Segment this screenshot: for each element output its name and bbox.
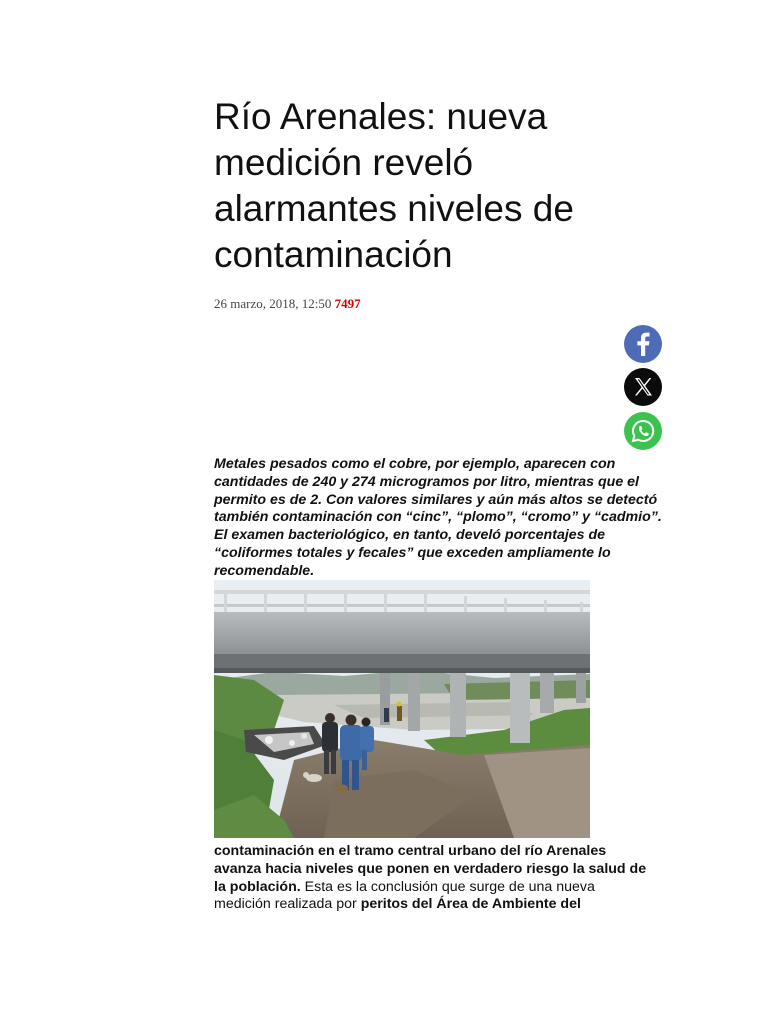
article-lead: Metales pesados como el cobre, por ejemplo, aparecen con cantidades de 240 y 274 microgramos por litro, mientras que el permito es de 2. Con valores similares y aún más altos se detectó también contaminación con “cinc”, “plomo”, “cromo” y “cadmio”. El examen bacteriológico, en tanto, develó porcentajes de “coliformes totales y fecales” que exceden ampliamente lo recomendable. (214, 456, 662, 579)
facebook-icon (624, 325, 662, 363)
body-bold-1: contaminación en el tramo central urbano del río Arenales avanza hacia niveles que ponen en verdadero riesgo la salud de la población. (214, 843, 647, 895)
article-photo (214, 580, 590, 838)
article-meta (214, 296, 361, 312)
facebook-share-button[interactable] (624, 325, 662, 363)
article-body (214, 843, 654, 914)
whatsapp-icon (624, 412, 662, 450)
body-bold-2: peritos del Área de Ambiente del (360, 896, 581, 913)
x-share-button[interactable] (624, 368, 662, 406)
view-count: 7497 (334, 296, 361, 311)
article-date: 26 marzo, 2018, 12:50 (214, 296, 332, 311)
body-normal-1: Esta es la conclusión que surge de una nueva medición realizada por (214, 878, 595, 913)
article-title: Río Arenales: nueva medición reveló alarmantes niveles de contaminación (214, 96, 574, 275)
x-icon (624, 368, 662, 406)
bridge-photo-illustration (214, 580, 590, 838)
whatsapp-share-button[interactable] (624, 412, 662, 450)
